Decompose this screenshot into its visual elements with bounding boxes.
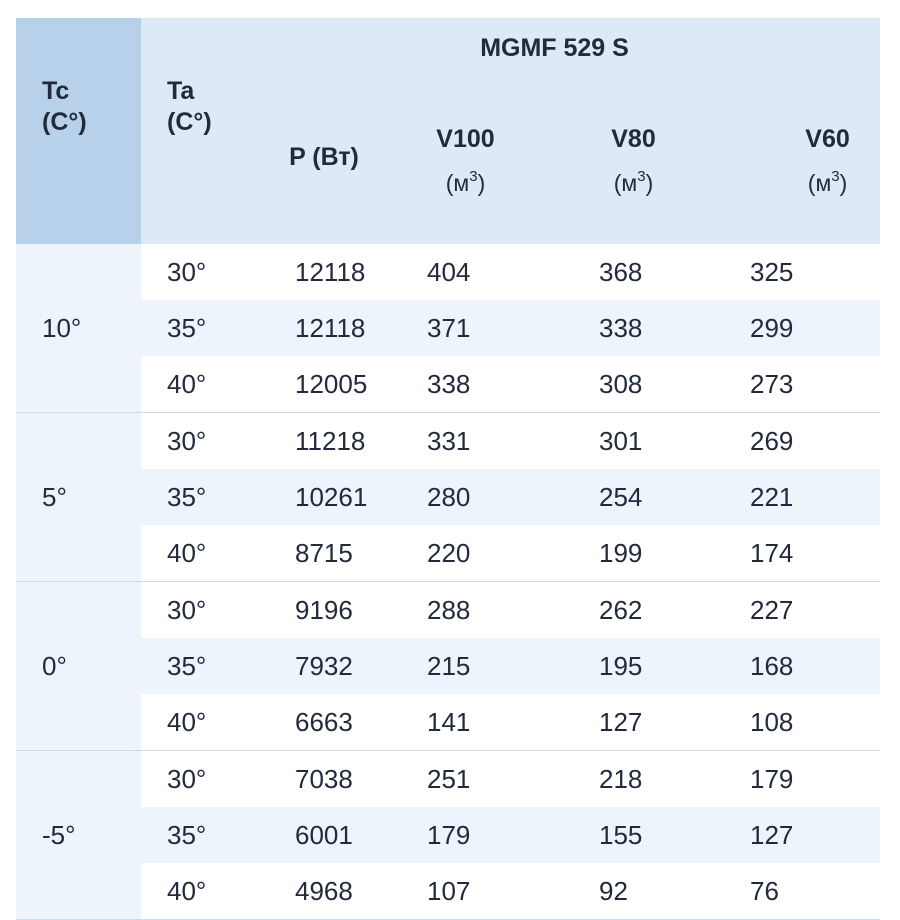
header-power: P (Вт) — [269, 104, 399, 244]
v80-cell: 368 — [599, 256, 643, 287]
header-v60-unit: $(м^3)$ — [807, 168, 848, 196]
ta-cell: 35° — [141, 638, 269, 694]
header-v60-label: V60 — [805, 125, 850, 153]
table-body — [16, 244, 880, 920]
p-cell: 12005 — [269, 356, 399, 413]
v80-cell: 301 — [599, 425, 643, 456]
header-ta-unit: (C°) — [167, 108, 212, 136]
v80-cell: 127 — [572, 694, 725, 751]
tc-cell: -5° — [16, 751, 141, 920]
v80-cell: 199 — [572, 525, 725, 582]
v100-cell: 338 — [399, 356, 572, 413]
table-row — [16, 863, 880, 920]
v100-cell: 215 — [399, 638, 572, 694]
v80-cell: 218 — [599, 763, 643, 794]
p-cell: 11218 — [295, 425, 366, 456]
table-row — [16, 356, 880, 413]
v60-cell: 273 — [725, 356, 880, 413]
table-row — [16, 413, 880, 470]
v100-cell: 107 — [399, 863, 572, 920]
v100-cell: 251 — [427, 763, 471, 794]
v80-cell: 338 — [572, 300, 725, 356]
ta-cell: 40° — [141, 525, 269, 582]
ta-cell: 35° — [141, 300, 269, 356]
v80-cell: 92 — [572, 863, 725, 920]
tc-cell: 10° — [16, 244, 141, 413]
table-row — [16, 751, 880, 808]
ta-cell: 35° — [141, 807, 269, 863]
header-tc-label: Tc — [42, 77, 70, 105]
header-ta-label: Ta — [167, 77, 195, 105]
tc-cell: 0° — [16, 582, 141, 751]
v60-cell: 227 — [750, 594, 794, 625]
header-model-name: MGMF 529 S — [269, 18, 880, 104]
v60-cell: 108 — [725, 694, 880, 751]
v100-cell: 288 — [427, 594, 471, 625]
header-v100 — [399, 104, 572, 244]
ta-cell: 30° — [167, 256, 207, 287]
ta-cell: 30° — [167, 763, 207, 794]
v100-cell: 280 — [399, 469, 572, 525]
v60-cell: 168 — [725, 638, 880, 694]
p-cell: 7932 — [269, 638, 399, 694]
header-v80 — [572, 104, 725, 244]
v80-cell: 155 — [572, 807, 725, 863]
p-cell: 4968 — [269, 863, 399, 920]
v100-cell: 371 — [399, 300, 572, 356]
v60-cell: 325 — [750, 256, 794, 287]
v60-cell: 221 — [725, 469, 880, 525]
p-cell: 9196 — [295, 594, 353, 625]
tc-cell: 5° — [16, 413, 141, 582]
performance-table-container — [16, 18, 880, 920]
table-row — [16, 525, 880, 582]
v100-cell: 141 — [399, 694, 572, 751]
v100-cell: 220 — [399, 525, 572, 582]
v80-cell: 262 — [599, 594, 643, 625]
table-row — [16, 694, 880, 751]
v60-cell: 76 — [725, 863, 880, 920]
table-row — [16, 300, 880, 356]
p-cell: 6663 — [269, 694, 399, 751]
header-v80-label: V80 — [611, 125, 656, 153]
header-v100-label: V100 — [436, 125, 495, 153]
p-cell: 12118 — [269, 300, 399, 356]
v60-cell: 179 — [750, 763, 794, 794]
v80-cell: 195 — [572, 638, 725, 694]
p-cell: 10261 — [269, 469, 399, 525]
v60-cell: 299 — [725, 300, 880, 356]
ta-cell: 35° — [141, 469, 269, 525]
v60-cell: 174 — [725, 525, 880, 582]
p-cell: 6001 — [269, 807, 399, 863]
ta-cell: 40° — [141, 356, 269, 413]
v100-cell: 179 — [399, 807, 572, 863]
header-tc-unit: (C°) — [42, 108, 87, 136]
table-row — [16, 807, 880, 863]
table-row — [16, 638, 880, 694]
v100-cell: 404 — [427, 256, 471, 287]
performance-table — [16, 18, 880, 920]
ta-cell: 40° — [141, 694, 269, 751]
header-ta — [141, 18, 269, 244]
v80-cell: 308 — [572, 356, 725, 413]
p-cell: 7038 — [295, 763, 353, 794]
table-row — [16, 582, 880, 639]
v100-cell: 331 — [427, 425, 471, 456]
ta-cell: 30° — [167, 425, 207, 456]
ta-cell: 30° — [167, 594, 207, 625]
header-tc — [16, 18, 141, 244]
header-v80-unit: $(м^3)$ — [613, 168, 654, 196]
p-cell: 12118 — [295, 256, 366, 287]
ta-cell: 40° — [141, 863, 269, 920]
v60-cell: 269 — [750, 425, 794, 456]
table-row — [16, 469, 880, 525]
table-row — [16, 244, 880, 300]
v80-cell: 254 — [572, 469, 725, 525]
header-row-model — [16, 18, 880, 104]
header-v100-unit: $(м^3)$ — [445, 168, 486, 196]
p-cell: 8715 — [269, 525, 399, 582]
header-v60 — [725, 104, 880, 244]
v60-cell: 127 — [725, 807, 880, 863]
